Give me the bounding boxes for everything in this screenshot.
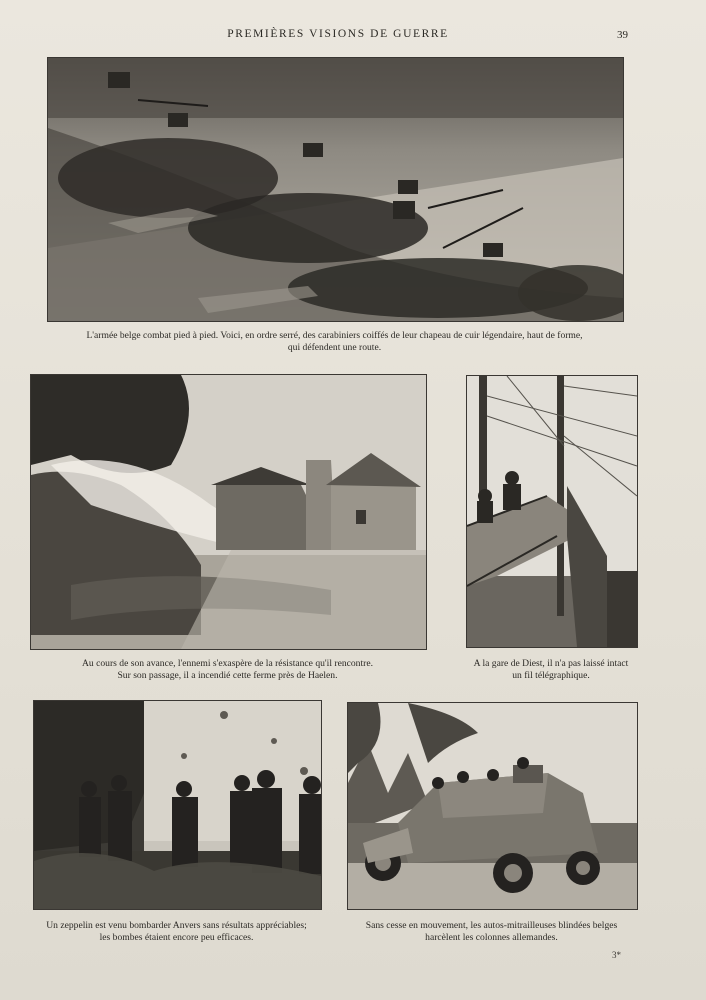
photo-diest-station	[466, 375, 638, 648]
photo-soldiers-road	[47, 57, 624, 322]
photo-zeppelin-group	[33, 700, 322, 910]
page-number: 39	[617, 29, 628, 41]
sheet-signature: 3*	[612, 950, 621, 960]
caption-line: Sur son passage, il a incendié cette ferme près de Haelen.	[117, 670, 338, 681]
caption-burning-farm	[30, 658, 425, 682]
caption-soldiers-road	[47, 330, 622, 354]
photo-burning-farm	[30, 374, 427, 650]
caption-line: qui défendent une route.	[287, 342, 382, 353]
photo-armored-car	[347, 702, 638, 910]
caption-line: L'armée belge combat pied à pied. Voici, en ordre serré, des carabiniers coiffés de leur chapeau de cuir légendaire, haut de forme,	[86, 330, 583, 341]
caption-line: A la gare de Diest, il n'a pas laissé intact	[473, 658, 629, 669]
caption-diest-station	[458, 658, 644, 682]
caption-line: harcèlent les colonnes allemandes.	[425, 932, 558, 943]
caption-line: Au cours de son avance, l'ennemi s'exaspère de la résistance qu'il rencontre.	[81, 658, 374, 669]
caption-line: Sans cesse en mouvement, les autos-mitrailleuses blindées belges	[365, 920, 618, 931]
caption-line: Un zeppelin est venu bombarder Anvers sans résultats appréciables;	[46, 920, 307, 931]
caption-armored-car	[347, 920, 636, 944]
caption-line: un fil télégraphique.	[512, 670, 590, 681]
caption-zeppelin-group	[24, 920, 329, 944]
caption-line: les bombes étaient encore peu efficaces.	[99, 932, 254, 943]
running-title: PREMIÈRES VISIONS DE GUERRE	[227, 28, 449, 40]
